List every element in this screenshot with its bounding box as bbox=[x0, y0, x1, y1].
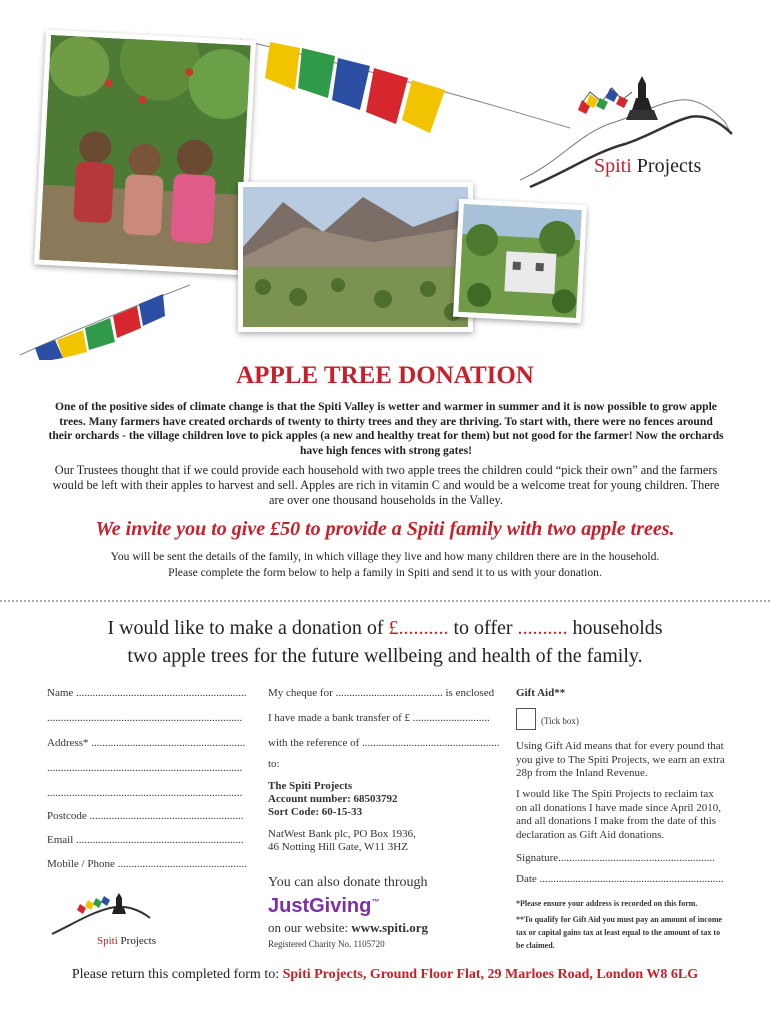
prayer-flags-top-icon bbox=[240, 28, 580, 138]
donate-through-label: You can also donate through bbox=[268, 875, 428, 890]
website-label: on our website: bbox=[268, 920, 349, 935]
invite-heading: We invite you to give £50 to provide a Spiti family with two apple trees. bbox=[95, 518, 675, 540]
footer-logo-projects: Projects bbox=[117, 935, 156, 947]
gift-aid-checkbox[interactable] bbox=[516, 708, 536, 730]
phone-field[interactable]: Mobile / Phone ............................................... bbox=[47, 858, 247, 870]
name-field[interactable]: Name .............................................................. bbox=[47, 687, 247, 699]
tick-box-label: (Tick box) bbox=[541, 716, 579, 726]
pledge-line-1 bbox=[0, 617, 770, 640]
return-address-line bbox=[0, 967, 770, 983]
pledge-text-1: I would like to make a donation of bbox=[107, 617, 384, 639]
valley-orchard-photo bbox=[238, 182, 473, 332]
gift-aid-heading: Gift Aid** bbox=[516, 687, 566, 699]
footer-logo-spiti: Spiti bbox=[97, 935, 118, 947]
gift-aid-declaration: I would like The Spiti Projects to reclaim tax on all donations I have made since April 2010, and all donations I make from the date of this declaration as Gift Aid donations. bbox=[516, 788, 721, 841]
postcode-field[interactable]: Postcode ........................................................ bbox=[47, 810, 244, 822]
bank-address-2: 46 Notting Hill Gate, W11 3HZ bbox=[268, 841, 408, 853]
pledge-line-2: two apple trees for the future wellbeing and health of the family. bbox=[127, 645, 643, 667]
details-line-2: Please complete the form below to help a family in Spiti and send it to us with your donation. bbox=[168, 566, 602, 579]
gift-aid-explanation: Using Gift Aid means that for every pound that you give to The Spiti Projects, we earn an extra 28p from the Inland Revenue. bbox=[516, 740, 725, 779]
website-link[interactable]: www.spiti.org bbox=[351, 920, 428, 935]
mountain-stupa-small-icon bbox=[50, 888, 160, 938]
signature-field[interactable]: Signature......................................................... bbox=[516, 852, 715, 864]
pledge-households[interactable]: .......... bbox=[517, 617, 568, 639]
pledge-text-2: to offer bbox=[453, 617, 513, 639]
reference-field[interactable]: with the reference of .................................................. bbox=[268, 737, 500, 749]
page-title: APPLE TREE DONATION bbox=[236, 362, 534, 389]
pledge-text-3: households bbox=[572, 617, 663, 639]
intro-paragraph: Our Trustees thought that if we could provide each household with two apple trees the children could “pick their own” and the farmers would be left with their apples to harvest and sell. Apples are rich in vitamin C and would be a welcome treat for young children. There are over one thousand households in the Valley. bbox=[52, 463, 720, 507]
prayer-flags-bottom-icon bbox=[15, 270, 195, 360]
details-line-1: You will be sent the details of the family, in which village they live and how many children there are in the household. bbox=[110, 550, 660, 563]
bank-address-1: NatWest Bank plc, PO Box 1936, bbox=[268, 828, 416, 840]
children-with-apples-photo bbox=[34, 30, 256, 276]
house-orchard-photo bbox=[453, 199, 587, 324]
date-field[interactable]: Date ................................................................... bbox=[516, 873, 724, 885]
return-label: Please return this completed form to: bbox=[71, 967, 280, 982]
dotted-divider bbox=[0, 600, 770, 602]
gift-aid-note: **To qualify for Gift Aid you must pay an amount of income tax or capital gains tax at least equal to the amount of tax to be claimed. bbox=[516, 915, 723, 950]
email-field[interactable]: Email ............................................................. bbox=[47, 834, 244, 846]
account-number: Account number: 68503792 bbox=[268, 793, 398, 805]
intro-bold-paragraph: One of the positive sides of climate change is that the Spiti Valley is wetter and warmer in summer and it is now possible to grow apple trees. Many farmers have created orchards of twenty to thirty trees and they are thriving. To start with, there were no fences around their orchards - the village children love to pick apples (a new and healthy treat for them) but not good for the farmer! Now the orchards have high fences with strong gates! bbox=[48, 400, 724, 457]
address-note: *Please ensure your address is recorded on this form. bbox=[516, 899, 698, 908]
logo-text-projects: Projects bbox=[631, 155, 702, 177]
return-address: Spiti Projects, Ground Floor Flat, 29 Marloes Road, London W8 6LG bbox=[282, 967, 699, 982]
cheque-field[interactable]: My cheque for ....................................... is enclosed bbox=[268, 687, 495, 699]
sort-code: Sort Code: 60-15-33 bbox=[268, 806, 363, 818]
charity-number: Registered Charity No. 1105720 bbox=[268, 939, 385, 949]
address-line-2[interactable]: ....................................................................... bbox=[47, 762, 243, 774]
address-field[interactable]: Address* ........................................................ bbox=[47, 737, 246, 749]
logo-text-spiti: Spiti bbox=[594, 155, 632, 177]
justgiving-tm: ™ bbox=[371, 897, 380, 907]
justgiving-text: JustGiving bbox=[268, 895, 372, 917]
bank-transfer-field[interactable]: I have made a bank transfer of £ ............................ bbox=[268, 712, 490, 724]
name-field-extra[interactable]: ....................................................................... bbox=[47, 712, 243, 724]
justgiving-logo[interactable] bbox=[268, 895, 379, 918]
spiti-logo-text bbox=[594, 155, 701, 178]
footer-logo-text bbox=[97, 935, 156, 947]
to-label: to: bbox=[268, 758, 280, 770]
address-line-3[interactable]: ....................................................................... bbox=[47, 787, 243, 799]
pledge-amount[interactable]: £.......... bbox=[388, 617, 449, 639]
payee-name: The Spiti Projects bbox=[268, 780, 353, 792]
website-line bbox=[268, 920, 428, 936]
